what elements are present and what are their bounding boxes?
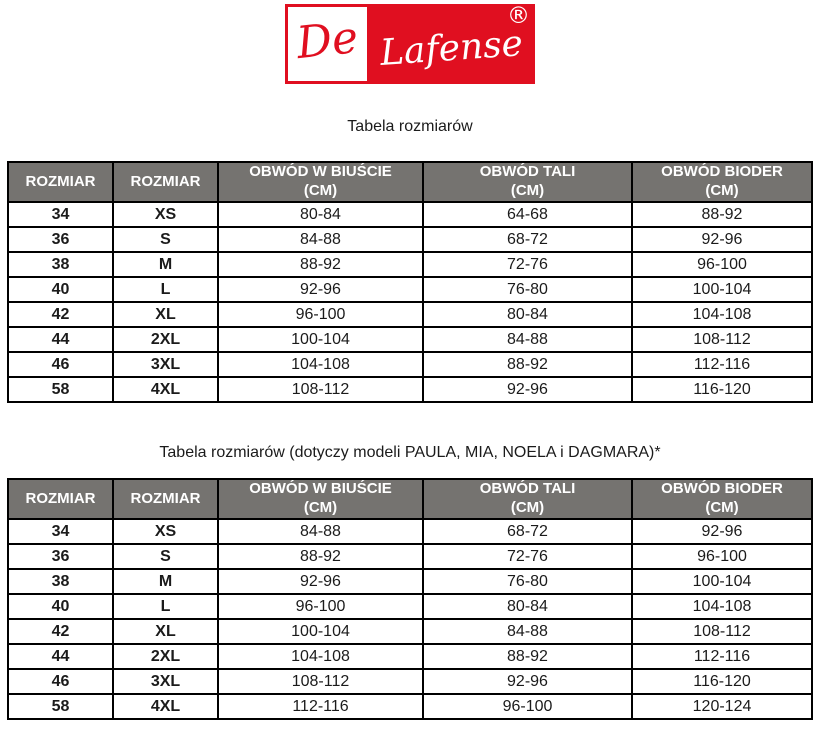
table-cell: 104-108 [632,594,812,619]
table-row [8,694,812,719]
column-header: ROZMIAR [113,162,218,202]
table-cell: 96-100 [218,302,423,327]
table-cell: S [113,544,218,569]
table-cell: 84-88 [218,227,423,252]
table-cell: 108-112 [218,377,423,402]
table-cell: 40 [8,594,113,619]
table-cell: 100-104 [218,619,423,644]
table-cell: 40 [8,277,113,302]
registered-trademark-icon: ® [507,3,530,29]
table-row [8,519,812,544]
table-title: Tabela rozmiarów [347,118,473,135]
table-cell: 104-108 [632,302,812,327]
table-cell: 96-100 [218,594,423,619]
table-cell: 108-112 [218,669,423,694]
table-cell: 92-96 [423,669,632,694]
size-table-section [0,444,820,720]
table-cell: M [113,252,218,277]
table-cell: 38 [8,569,113,594]
column-header: OBWÓD BIODER (CM) [632,479,812,519]
table-cell: L [113,594,218,619]
table-cell: 58 [8,377,113,402]
table-cell: 104-108 [218,644,423,669]
column-header: OBWÓD TALI (CM) [423,479,632,519]
table-cell: M [113,569,218,594]
table-cell: 112-116 [632,352,812,377]
table-cell: S [113,227,218,252]
size-table [7,478,813,720]
table-cell: 2XL [113,644,218,669]
size-table-section [0,118,820,403]
table-cell: 42 [8,619,113,644]
table-cell: 116-120 [632,669,812,694]
table-cell: 2XL [113,327,218,352]
table-body [8,519,812,719]
tables-container [0,118,820,720]
table-cell: 80-84 [423,594,632,619]
table-cell: 4XL [113,694,218,719]
table-body [8,202,812,402]
brand-logo [285,4,535,84]
column-header: OBWÓD W BIUŚCIE (CM) [218,162,423,202]
table-cell: 42 [8,302,113,327]
table-cell: 88-92 [218,544,423,569]
table-cell: 108-112 [632,327,812,352]
table-cell: 92-96 [632,519,812,544]
table-cell: 76-80 [423,569,632,594]
logo-text-lafense: Lafense [378,23,524,74]
table-cell: 96-100 [632,544,812,569]
table-row [8,619,812,644]
logo-text-de: De [293,11,361,70]
table-cell: 92-96 [632,227,812,252]
table-cell: 96-100 [632,252,812,277]
table-cell: 46 [8,352,113,377]
table-cell: 96-100 [423,694,632,719]
table-cell: 68-72 [423,227,632,252]
table-cell: 84-88 [218,519,423,544]
table-cell: 72-76 [423,252,632,277]
table-cell: L [113,277,218,302]
table-cell: 72-76 [423,544,632,569]
table-cell: 108-112 [632,619,812,644]
table-cell: 100-104 [218,327,423,352]
table-row [8,669,812,694]
table-row [8,302,812,327]
table-cell: 38 [8,252,113,277]
table-title: Tabela rozmiarów (dotyczy modeli PAULA, MIA, NOELA i DAGMARA)* [159,444,661,461]
table-cell: 116-120 [632,377,812,402]
header-row [8,162,812,202]
table-cell: XL [113,302,218,327]
table-cell: 92-96 [218,277,423,302]
table-row [8,202,812,227]
table-cell: 80-84 [218,202,423,227]
table-cell: 36 [8,227,113,252]
table-cell: 112-116 [218,694,423,719]
table-cell: 104-108 [218,352,423,377]
table-cell: 88-92 [632,202,812,227]
column-header: ROZMIAR [8,479,113,519]
table-cell: XL [113,619,218,644]
table-cell: 44 [8,327,113,352]
table-cell: 100-104 [632,569,812,594]
table-cell: 34 [8,202,113,227]
column-header: OBWÓD BIODER (CM) [632,162,812,202]
table-cell: 44 [8,644,113,669]
table-cell: 84-88 [423,619,632,644]
table-cell: 84-88 [423,327,632,352]
table-cell: 100-104 [632,277,812,302]
table-cell: 92-96 [423,377,632,402]
table-cell: 112-116 [632,644,812,669]
table-cell: 76-80 [423,277,632,302]
table-cell: 58 [8,694,113,719]
table-cell: 3XL [113,352,218,377]
size-table [7,161,813,403]
column-header: OBWÓD TALI (CM) [423,162,632,202]
table-cell: 80-84 [423,302,632,327]
table-row [8,594,812,619]
logo-left-panel [288,7,367,81]
table-cell: 46 [8,669,113,694]
table-row [8,569,812,594]
table-cell: 88-92 [423,644,632,669]
table-row [8,327,812,352]
table-cell: 92-96 [218,569,423,594]
table-row [8,544,812,569]
table-cell: 64-68 [423,202,632,227]
table-row [8,644,812,669]
column-header: ROZMIAR [113,479,218,519]
table-cell: 88-92 [423,352,632,377]
table-row [8,377,812,402]
table-cell: 88-92 [218,252,423,277]
table-cell: 4XL [113,377,218,402]
column-header: OBWÓD W BIUŚCIE (CM) [218,479,423,519]
table-row [8,252,812,277]
column-header: ROZMIAR [8,162,113,202]
table-cell: 120-124 [632,694,812,719]
table-row [8,352,812,377]
table-cell: 36 [8,544,113,569]
table-cell: 68-72 [423,519,632,544]
header-row [8,479,812,519]
table-row [8,227,812,252]
table-row [8,277,812,302]
table-cell: 3XL [113,669,218,694]
table-cell: XS [113,202,218,227]
table-cell: XS [113,519,218,544]
table-cell: 34 [8,519,113,544]
logo-right-panel [367,4,535,84]
